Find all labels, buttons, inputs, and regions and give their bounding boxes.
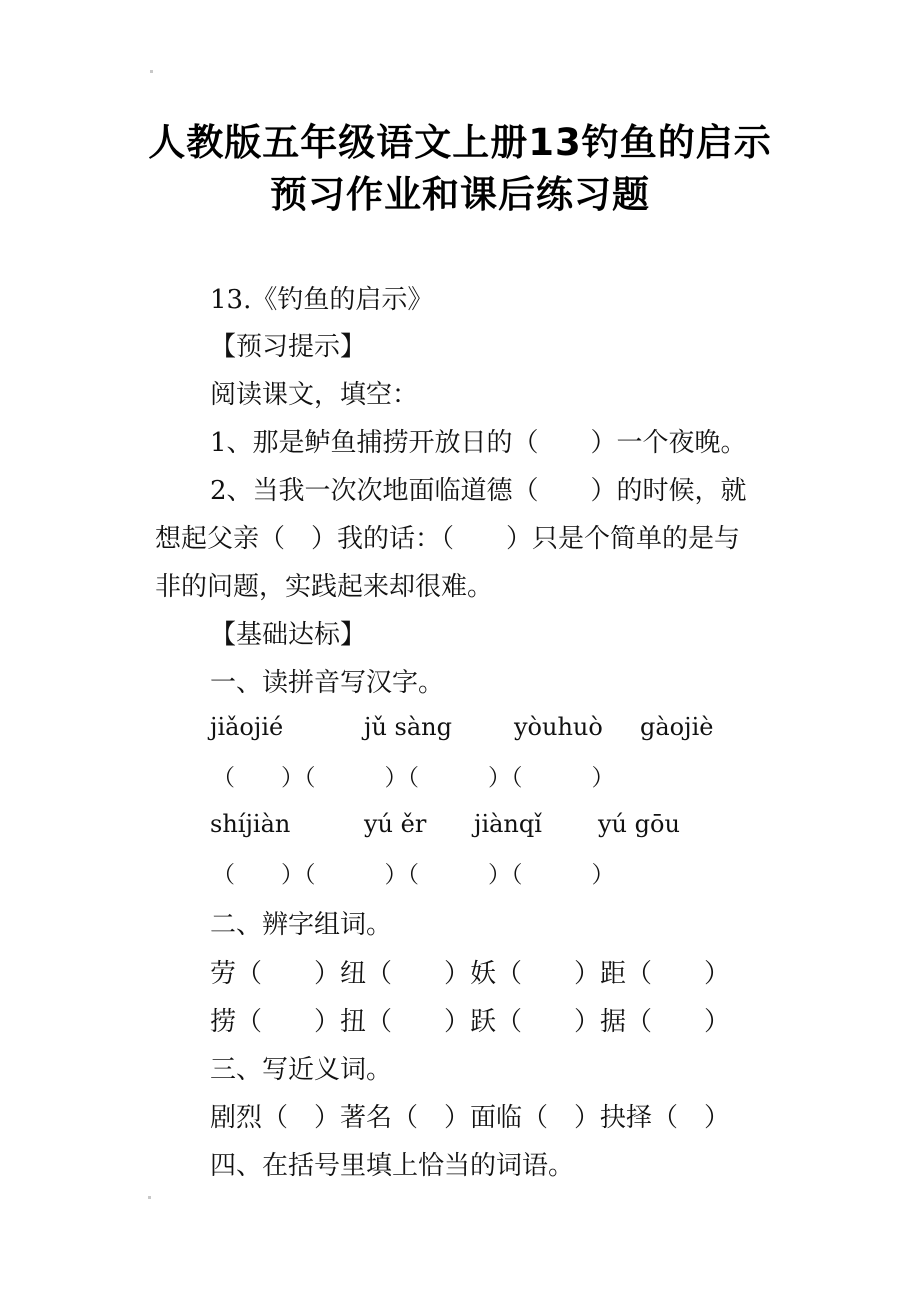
document-title-line-1: 人教版五年级语文上册13钓鱼的启示 [148, 121, 772, 164]
section-1-heading: 一、读拼音写汉字。 [210, 668, 445, 698]
preview-header: 【预习提示】 [210, 332, 367, 362]
question-1: 1、那是鲈鱼捕捞开放日的（ ）一个夜晚。 [210, 428, 747, 458]
pinyin-item: yú gōu [598, 810, 680, 838]
section-2-heading: 二、辨字组词。 [210, 910, 393, 940]
section-3-heading: 三、写近义词。 [210, 1055, 393, 1085]
corner-mark [150, 70, 153, 73]
basic-header: 【基础达标】 [210, 620, 367, 650]
question-2-line-3: 非的问题，实践起来却很难。 [155, 572, 494, 602]
pinyin-item: yú ěr [364, 810, 427, 838]
lesson-title: 13.《钓鱼的启示》 [210, 285, 434, 315]
corner-mark [148, 1196, 151, 1199]
pinyin-item: shíjiàn [210, 810, 291, 838]
character-pairs-row-1: 劳（ ）纽（ ）妖（ ）距（ ） [210, 959, 731, 989]
section-4-heading: 四、在括号里填上恰当的词语。 [210, 1151, 575, 1181]
pinyin-item: jiànqǐ [474, 810, 542, 838]
pinyin-item: jǔ sàng [364, 713, 452, 741]
synonyms-row: 剧烈（ ）著名（ ）面临（ ）抉择（ ） [210, 1103, 731, 1133]
answer-blanks-row-2: （ ）（ ）（ ）（ ） [212, 862, 615, 888]
pinyin-item: gàojiè [640, 713, 714, 741]
answer-blanks-row-1: （ ）（ ）（ ）（ ） [212, 765, 615, 791]
question-2-line-1: 2、当我一次次地面临道德（ ）的时候，就 [210, 476, 747, 506]
pinyin-item: jiǎojié [210, 713, 284, 741]
question-2-line-2: 想起父亲（ ）我的话：（ ）只是个简单的是与 [155, 524, 741, 554]
pinyin-item: yòuhuò [514, 713, 603, 741]
read-instruction: 阅读课文，填空： [210, 380, 419, 410]
document-title-line-2: 预习作业和课后练习题 [270, 173, 650, 216]
character-pairs-row-2: 捞（ ）扭（ ）跃（ ）据（ ） [210, 1007, 731, 1037]
